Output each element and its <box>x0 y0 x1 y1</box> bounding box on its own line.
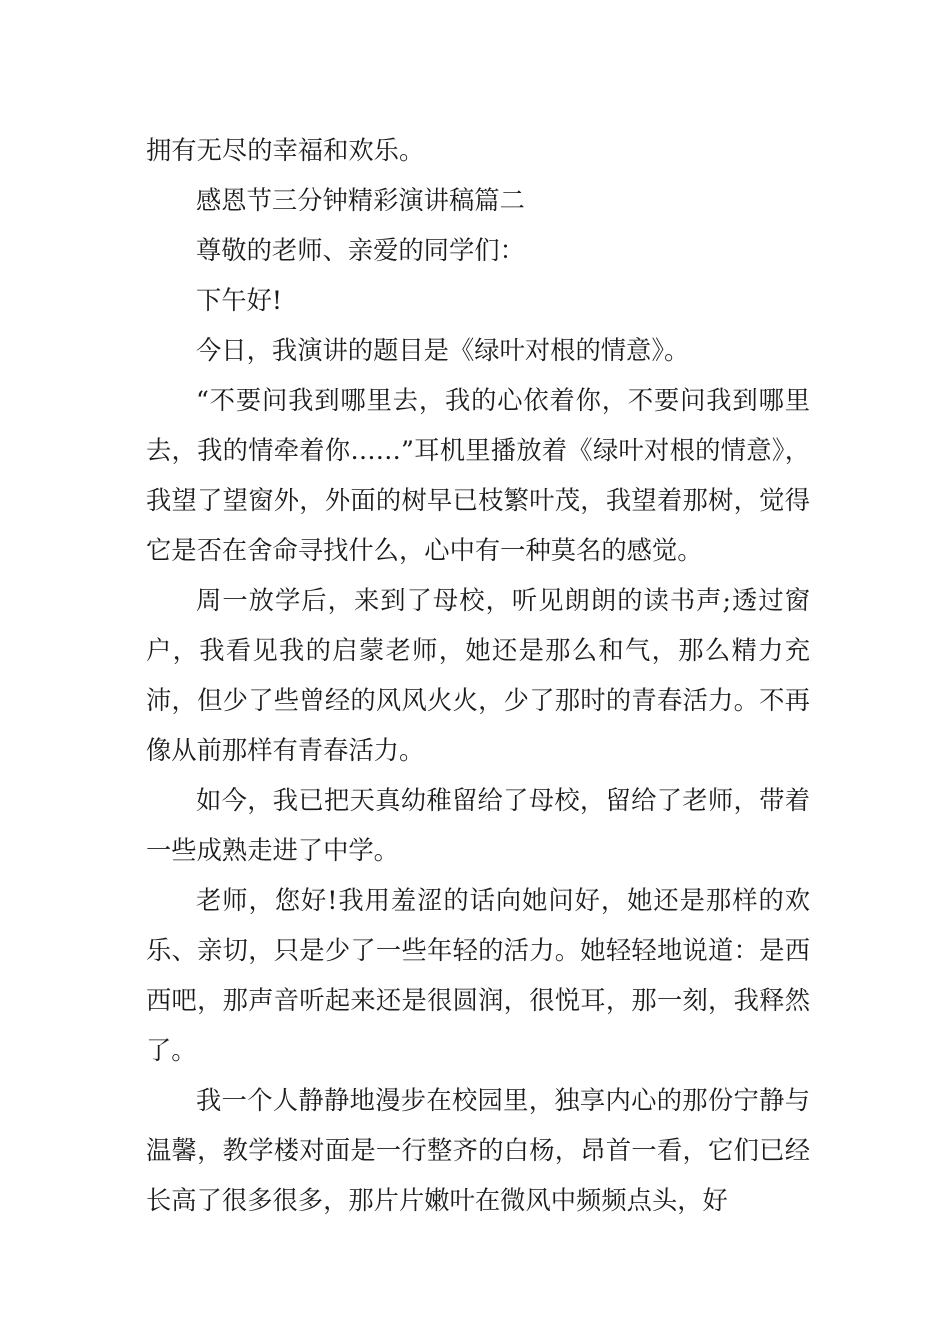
salutation: 尊敬的老师、亲爱的同学们： <box>196 236 525 265</box>
paragraph-continuation: 拥有无尽的幸福和欢乐。 <box>146 136 425 165</box>
body-paragraph: 周一放学后，来到了母校，听见朗朗的读书声;透过窗户，我看见我的启蒙老师，她还是那么和气，那么精力充沛，但少了些曾经的风风火火，少了那时的青春活力。不再像从前那样有青春活力。 <box>146 586 810 765</box>
body-paragraph: 如今，我已把天真幼稚留给了母校，留给了老师，带着一些成熟走进了中学。 <box>146 786 810 865</box>
speech-topic-paragraph: 今日，我演讲的题目是《绿叶对根的情意》。 <box>196 336 690 365</box>
section-title: 感恩节三分钟精彩演讲稿篇二 <box>196 186 525 215</box>
body-paragraph: 我一个人静静地漫步在校园里，独享内心的那份宁静与温馨，教学楼对面是一行整齐的白杨，昂首一看，它们已经长高了很多很多，那片片嫩叶在微风中频频点头，好 <box>146 1086 810 1215</box>
greeting: 下午好! <box>196 286 283 315</box>
body-paragraph: 老师，您好!我用羞涩的话向她问好，她还是那样的欢乐、亲切，只是少了一些年轻的活力。她轻轻地说道：是西西吧，那声音听起来还是很圆润，很悦耳，那一刻，我释然了。 <box>146 886 810 1065</box>
body-paragraph: “不要问我到哪里去，我的心依着你，不要问我到哪里去，我的情牵着你……”耳机里播放着《绿叶对根的情意》，我望了望窗外，外面的树早已枝繁叶茂，我望着那树，觉得它是否在舍命寻找什么，心中有一种莫名的感觉。 <box>146 386 810 565</box>
document-body <box>146 126 810 1226</box>
